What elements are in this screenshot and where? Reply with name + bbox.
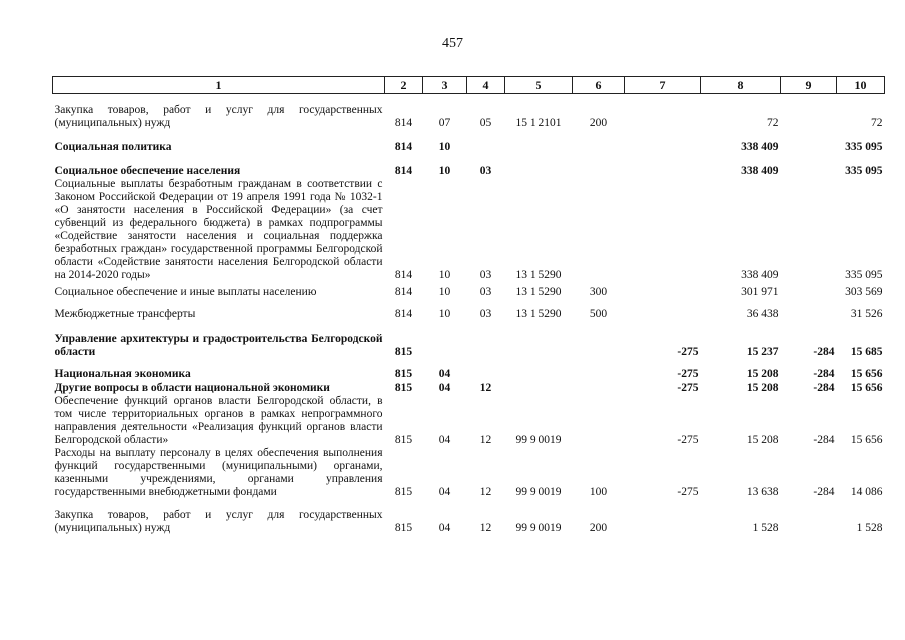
cell-subsection	[467, 130, 505, 154]
cell-subsection	[467, 359, 505, 381]
col-header-4: 4	[467, 77, 505, 94]
table-row	[53, 178, 885, 282]
cell-expense-type: 200	[589, 116, 608, 129]
cell-subsection: 05	[479, 116, 492, 129]
cell-target-article	[505, 130, 573, 154]
cell-section	[423, 321, 467, 359]
cell-expense-type: 200	[589, 521, 608, 534]
cell-section: 04	[438, 485, 451, 498]
cell-expense-type	[573, 395, 625, 447]
cell-col-9	[781, 178, 837, 282]
cell-col-7	[625, 499, 701, 535]
cell-col-10: 15 685	[850, 345, 883, 358]
cell-col-9: -284	[813, 485, 835, 498]
row-description: Социальное обеспечение и иные выплаты населению	[54, 285, 317, 298]
cell-col-8: 338 409	[741, 164, 779, 177]
cell-expense-type	[573, 359, 625, 381]
cell-col-8: 338 409	[741, 140, 779, 153]
cell-col-10: 15 656	[850, 433, 883, 446]
cell-col-8: 72	[767, 116, 779, 129]
cell-target-article	[505, 381, 573, 395]
cell-subsection: 12	[479, 433, 492, 446]
cell-target-article	[505, 359, 573, 381]
cell-col-7: -275	[677, 367, 699, 380]
cell-col-7	[625, 299, 701, 321]
col-header-8: 8	[701, 77, 781, 94]
cell-subsection: 03	[479, 307, 492, 320]
cell-col-9	[781, 130, 837, 154]
cell-target-article: 13 1 5290	[515, 307, 562, 320]
cell-col-9: -284	[813, 433, 835, 446]
cell-col-7	[625, 130, 701, 154]
cell-expense-type	[573, 154, 625, 178]
row-description: Социальная политика	[54, 140, 172, 153]
cell-col-7	[625, 282, 701, 299]
col-header-2: 2	[385, 77, 423, 94]
cell-col-10: 303 569	[845, 285, 883, 298]
cell-expense-type	[573, 130, 625, 154]
row-description: Социальное обеспечение населения	[54, 164, 241, 177]
cell-col-10: 14 086	[850, 485, 883, 498]
cell-col-8: 36 438	[746, 307, 779, 320]
cell-col-10: 15 656	[850, 367, 883, 380]
cell-col-7	[625, 154, 701, 178]
row-description: Обеспечение функций органов власти Белгородской области, в том числе территориальных органов в рамках непрограммного направления деятельности «Реализация функций органов власти Белгородской области»	[54, 394, 383, 446]
cell-target-article: 99 9 0019	[515, 521, 562, 534]
cell-col-7	[625, 178, 701, 282]
cell-col-10: 31 526	[850, 307, 883, 320]
cell-col-8: 15 237	[746, 345, 779, 358]
cell-target-article: 13 1 5290	[515, 268, 562, 281]
cell-admin-code: 814	[394, 164, 413, 177]
cell-col-10: 1 528	[856, 521, 883, 534]
table-row	[53, 282, 885, 299]
cell-col-8: 15 208	[746, 381, 779, 394]
cell-col-9	[781, 282, 837, 299]
cell-col-10: 335 095	[845, 164, 883, 177]
row-description: Национальная экономика	[54, 367, 191, 380]
table-row	[53, 321, 885, 359]
cell-admin-code: 815	[394, 381, 413, 394]
row-description: Социальные выплаты безработным гражданам в соответствии с Законом Российской Федерации от 19 апреля 1991 года № 1032-1 «О занятости населения в Российской Федерации» (за счет субвенций из федерального бюджета) в рамках подпрограммы «Содействие занятости населения и социальная поддержка безработных граждан» государственной программы Белгородской области «Содействие занятости населения Белгородской области на 2014-2020 годы»	[54, 177, 383, 281]
cell-col-7: -275	[677, 345, 699, 358]
cell-expense-type	[573, 178, 625, 282]
row-description: Закупка товаров, работ и услуг для государственных (муниципальных) нужд	[54, 103, 383, 129]
cell-col-8: 301 971	[741, 285, 779, 298]
row-description: Другие вопросы в области национальной экономики	[54, 381, 330, 394]
cell-col-10: 15 656	[850, 381, 883, 394]
cell-admin-code: 814	[394, 116, 413, 129]
cell-col-8: 13 638	[746, 485, 779, 498]
row-description: Межбюджетные трансферты	[54, 307, 196, 320]
cell-col-9: -284	[813, 345, 835, 358]
col-header-1: 1	[53, 77, 385, 94]
budget-table	[52, 76, 885, 535]
cell-admin-code: 814	[394, 268, 413, 281]
cell-section: 10	[438, 285, 451, 298]
cell-admin-code: 815	[394, 345, 413, 358]
col-header-9: 9	[781, 77, 837, 94]
cell-admin-code: 815	[394, 367, 413, 380]
cell-section: 10	[438, 164, 451, 177]
cell-target-article: 99 9 0019	[515, 485, 562, 498]
cell-section: 04	[438, 433, 451, 446]
cell-admin-code: 815	[394, 433, 413, 446]
row-description: Управление архитектуры и градостроительства Белгородской области	[54, 332, 383, 358]
cell-col-10: 335 095	[845, 140, 883, 153]
cell-section: 10	[438, 268, 451, 281]
cell-target-article: 15 1 2101	[515, 116, 562, 129]
table-row	[53, 359, 885, 381]
col-header-5: 5	[505, 77, 573, 94]
cell-col-9	[781, 94, 837, 130]
col-header-7: 7	[625, 77, 701, 94]
cell-col-7: -275	[677, 381, 699, 394]
cell-expense-type	[573, 321, 625, 359]
cell-admin-code: 815	[394, 485, 413, 498]
table-row	[53, 395, 885, 447]
cell-subsection: 12	[479, 381, 492, 394]
cell-section: 10	[438, 140, 451, 153]
row-description: Расходы на выплату персоналу в целях обеспечения выполнения функций государственными (муниципальными) органами, казенными учреждениями, органами управления государственными внебюджетными фондами	[54, 446, 383, 498]
cell-col-10: 335 095	[845, 268, 883, 281]
table-row	[53, 130, 885, 154]
cell-col-8: 338 409	[741, 268, 779, 281]
cell-subsection: 03	[479, 164, 492, 177]
table-row	[53, 447, 885, 499]
cell-col-9: -284	[813, 381, 835, 394]
table-row	[53, 154, 885, 178]
cell-subsection: 03	[479, 268, 492, 281]
cell-expense-type	[573, 381, 625, 395]
cell-target-article: 99 9 0019	[515, 433, 562, 446]
cell-section: 04	[438, 381, 451, 394]
table-row	[53, 499, 885, 535]
cell-expense-type: 300	[589, 285, 608, 298]
cell-admin-code: 814	[394, 285, 413, 298]
cell-col-8: 1 528	[752, 521, 779, 534]
cell-col-9: -284	[813, 367, 835, 380]
page-number: 457	[442, 36, 463, 51]
cell-subsection: 12	[479, 485, 492, 498]
cell-col-8: 15 208	[746, 433, 779, 446]
cell-col-7: -275	[677, 485, 699, 498]
cell-subsection	[467, 321, 505, 359]
cell-admin-code: 814	[394, 307, 413, 320]
col-header-10: 10	[837, 77, 885, 94]
cell-col-7	[625, 94, 701, 130]
cell-col-7: -275	[677, 433, 699, 446]
cell-target-article: 13 1 5290	[515, 285, 562, 298]
table-row	[53, 94, 885, 130]
cell-section: 07	[438, 116, 451, 129]
cell-admin-code: 814	[394, 140, 413, 153]
table-row	[53, 381, 885, 395]
cell-target-article	[505, 154, 573, 178]
cell-col-9	[781, 499, 837, 535]
cell-subsection: 03	[479, 285, 492, 298]
cell-col-9	[781, 299, 837, 321]
cell-subsection: 12	[479, 521, 492, 534]
col-header-3: 3	[423, 77, 467, 94]
cell-col-10: 72	[871, 116, 883, 129]
cell-target-article	[505, 321, 573, 359]
cell-section: 04	[438, 521, 451, 534]
cell-admin-code: 815	[394, 521, 413, 534]
col-header-6: 6	[573, 77, 625, 94]
header-row	[53, 77, 885, 94]
cell-section: 10	[438, 307, 451, 320]
cell-section: 04	[438, 367, 451, 380]
cell-expense-type: 500	[589, 307, 608, 320]
cell-col-8: 15 208	[746, 367, 779, 380]
table-row	[53, 299, 885, 321]
cell-expense-type: 100	[589, 485, 608, 498]
row-description: Закупка товаров, работ и услуг для государственных (муниципальных) нужд	[54, 508, 383, 534]
cell-col-9	[781, 154, 837, 178]
